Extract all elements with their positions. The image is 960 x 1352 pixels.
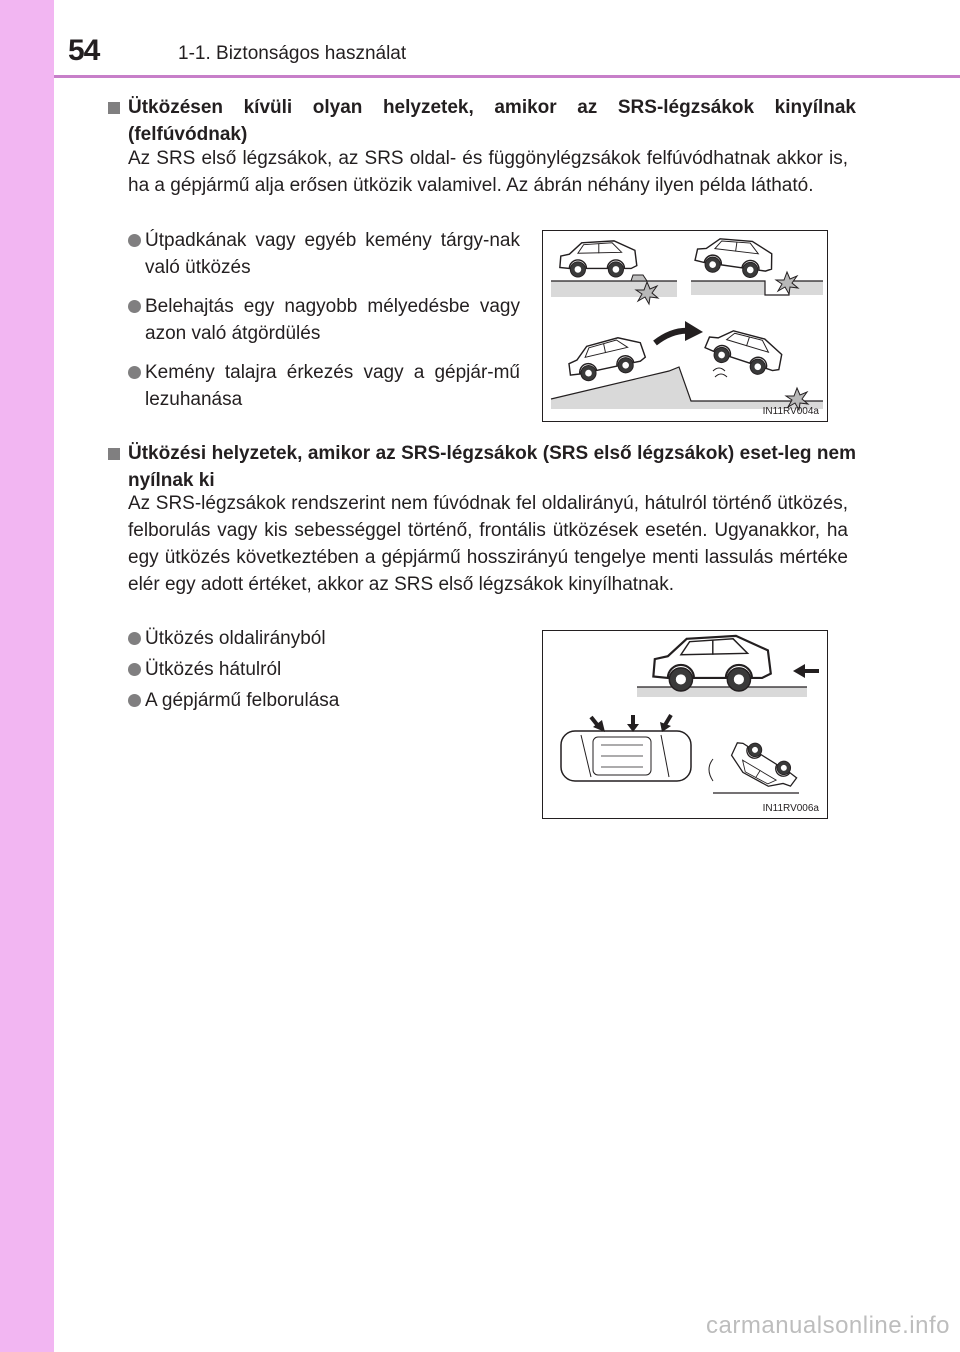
page-side-tab (0, 0, 54, 1352)
bullet-list (128, 227, 520, 413)
section-paragraph: Az SRS első légzsákok, az SRS oldal- és függönylégzsákok felfúvódhatnak akkor is, ha a gépjármű alja erősen ütközik valamivel. Az ábrán néhány ilyen példa látható. (128, 148, 848, 196)
section-heading-text: Ütközési helyzetek, amikor az SRS-légzsákok (SRS első légzsákok) eset-leg nem nyílnak ki (128, 443, 856, 491)
watermark: carmanualsonline.info (706, 1312, 950, 1339)
list-item-text: Ütközés hátulról (145, 659, 282, 680)
round-bullet-icon (128, 663, 141, 676)
header-divider (54, 75, 960, 78)
figure-code: IN11RV006a (762, 803, 819, 814)
list-item (128, 359, 520, 413)
non-deploy-collision-illustration (543, 631, 827, 818)
chapter-title: 1-1. Biztonságos használat (178, 43, 407, 64)
list-item (128, 625, 520, 652)
list-item (128, 687, 520, 714)
list-item-text: Belehajtás egy nagyobb mélyedésbe vagy azon való átgördülés (145, 296, 520, 344)
section-heading-deploy (108, 94, 856, 148)
list-item (128, 656, 520, 683)
round-bullet-icon (128, 694, 141, 707)
round-bullet-icon (128, 300, 141, 313)
list-item (128, 227, 520, 281)
list-item-text: Ütközés oldalirányból (145, 628, 326, 649)
page-number: 54 (68, 34, 100, 67)
list-item-text: Kemény talajra érkezés vagy a gépjár-mű lezuhanása (145, 362, 520, 410)
section-heading-text: Ütközésen kívüli olyan helyzetek, amikor az SRS-légzsákok kinyílnak (felfúvódnak) (128, 97, 856, 145)
square-bullet-icon (108, 448, 120, 460)
round-bullet-icon (128, 632, 141, 645)
square-bullet-icon (108, 102, 120, 114)
underbody-impact-illustration (543, 231, 827, 421)
round-bullet-icon (128, 366, 141, 379)
list-item-text: A gépjármű felborulása (145, 690, 340, 711)
list-item-text: Útpadkának vagy egyéb kemény tárgy-nak való ütközés (145, 230, 520, 278)
section-paragraph: Az SRS-légzsákok rendszerint nem fúvódnak fel oldalirányú, hátulról történő ütközés, felborulás vagy kis sebességgel történő, frontális ütközések esetén. Ugyanakkor, ha egy ütközés következtében a gépjármű hosszirányú tengelye menti lassulás mértéke elér egy adott értéket, akkor az SRS első légzsákok kinyílhatnak. (128, 493, 848, 595)
figure-underbody-impacts (542, 230, 828, 422)
round-bullet-icon (128, 234, 141, 247)
bullet-list (128, 625, 520, 714)
figure-non-deploy-collisions (542, 630, 828, 819)
section-heading-no-deploy (108, 440, 856, 494)
figure-code: IN11RV004a (762, 406, 819, 417)
list-item (128, 293, 520, 347)
